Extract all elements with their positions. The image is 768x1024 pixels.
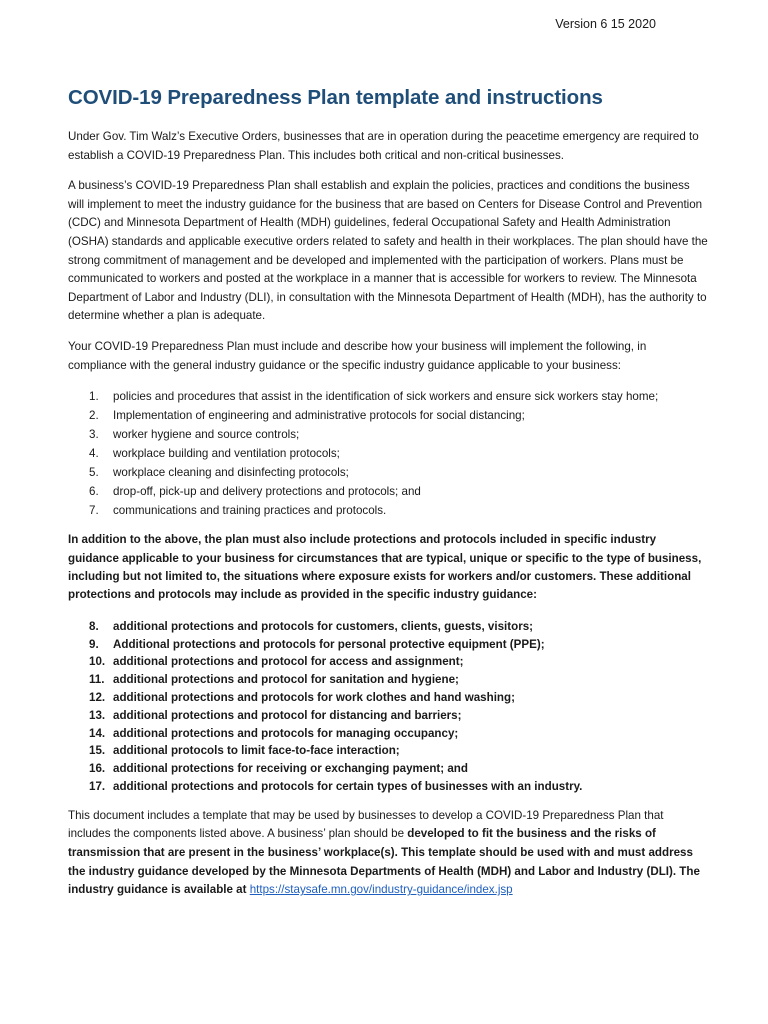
list-item: 11. additional protections and protocol for sanitation and hygiene; bbox=[89, 673, 459, 687]
list-item: 3. worker hygiene and source controls; bbox=[89, 428, 300, 442]
list-item: 17. additional protections and protocols for certain types of businesses with an industry. bbox=[89, 779, 583, 793]
list-item: 9. Additional protections and protocols for personal protective equipment (PPE); bbox=[89, 637, 545, 651]
intro-paragraph-3: Your COVID-19 Preparedness Plan must include and describe how your business will implement the following, in compliance with the general industry guidance or the specific industry guidance applicable to your business: bbox=[68, 339, 647, 372]
list-item: 14. additional protections and protocols for managing occupancy; bbox=[89, 726, 459, 740]
list-item: 15. additional protocols to limit face-to-face interaction; bbox=[89, 744, 400, 758]
page-title: COVID-19 Preparedness Plan template and instructions bbox=[68, 86, 603, 109]
industry-guidance-link[interactable]: https://staysafe.mn.gov/industry-guidance/index.jsp bbox=[249, 883, 513, 897]
list-item: 12. additional protections and protocols for work clothes and hand washing; bbox=[89, 690, 515, 704]
additional-protections-list bbox=[68, 618, 708, 796]
list-item: 13. additional protections and protocol for distancing and barriers; bbox=[89, 708, 462, 722]
additional-protections-paragraph: In addition to the above, the plan must also include protections and protocols included in specific industry guidance applicable to your business for circumstances that are typical, unique or specific to the type of business, including but not limited to, the situations where exposure exists for workers and/or customers. These additional protections and protocols may include as provided in the specific industry guidance: bbox=[68, 533, 702, 602]
intro-paragraph-2: A business’s COVID-19 Preparedness Plan shall establish and explain the policies, practices and conditions the business will implement to meet the industry guidance for the business that are based on Centers for Disease Control and Prevention (CDC) and Minnesota Department of Health (MDH) guidelines, federal Occupational Safety and Health Administration (OSHA) standards and applicable executive orders related to safety and health in their workplaces. The plan should have the strong commitment of management and be developed and implemented with the participation of workers. Plans must be communicated to workers and posted at the workplace in a manner that is accessible for workers to review. The Minnesota Department of Labor and Industry (DLI), in consultation with the Minnesota Department of Health (MDH), has the authority to determine whether a plan is adequate. bbox=[68, 179, 708, 323]
list-item: 10. additional protections and protocol for access and assignment; bbox=[89, 655, 464, 669]
list-item: 7. communications and training practices and protocols. bbox=[89, 504, 387, 518]
list-item: 4. workplace building and ventilation protocols; bbox=[89, 447, 340, 461]
list-item: 2. Implementation of engineering and administrative protocols for social distancing; bbox=[89, 409, 525, 423]
closing-bold-text: developed to fit the business and the risks of transmission that are present in the business’ workplace(s). This template should be used with and must address the industry guidance developed by the Minnesota Departments of Health (MDH) and Labor and Industry (DLI). The industry guidance is available at bbox=[68, 827, 700, 897]
closing-text: This document includes a template that may be used by businesses to develop a COVID-19 Preparedness Plan that includes the components listed above. A business’ plan should be bbox=[68, 808, 664, 841]
list-item: 6. drop-off, pick-up and delivery protections and protocols; and bbox=[89, 485, 421, 499]
list-item: 8. additional protections and protocols for customers, clients, guests, visitors; bbox=[89, 619, 534, 633]
document-body bbox=[68, 128, 708, 912]
list-item: 1. policies and procedures that assist in the identification of sick workers and ensure sick workers stay home; bbox=[89, 390, 659, 404]
intro-paragraph-1: Under Gov. Tim Walz’s Executive Orders, businesses that are in operation during the peacetime emergency are required to establish a COVID-19 Preparedness Plan. This includes both critical and non-critical businesses. bbox=[68, 130, 699, 162]
version-label: Version 6 15 2020 bbox=[555, 17, 656, 31]
closing-paragraph bbox=[68, 807, 708, 900]
list-item: 5. workplace cleaning and disinfecting protocols; bbox=[89, 466, 349, 480]
required-components-list bbox=[68, 387, 708, 520]
list-item: 16. additional protections for receiving or exchanging payment; and bbox=[89, 762, 468, 776]
